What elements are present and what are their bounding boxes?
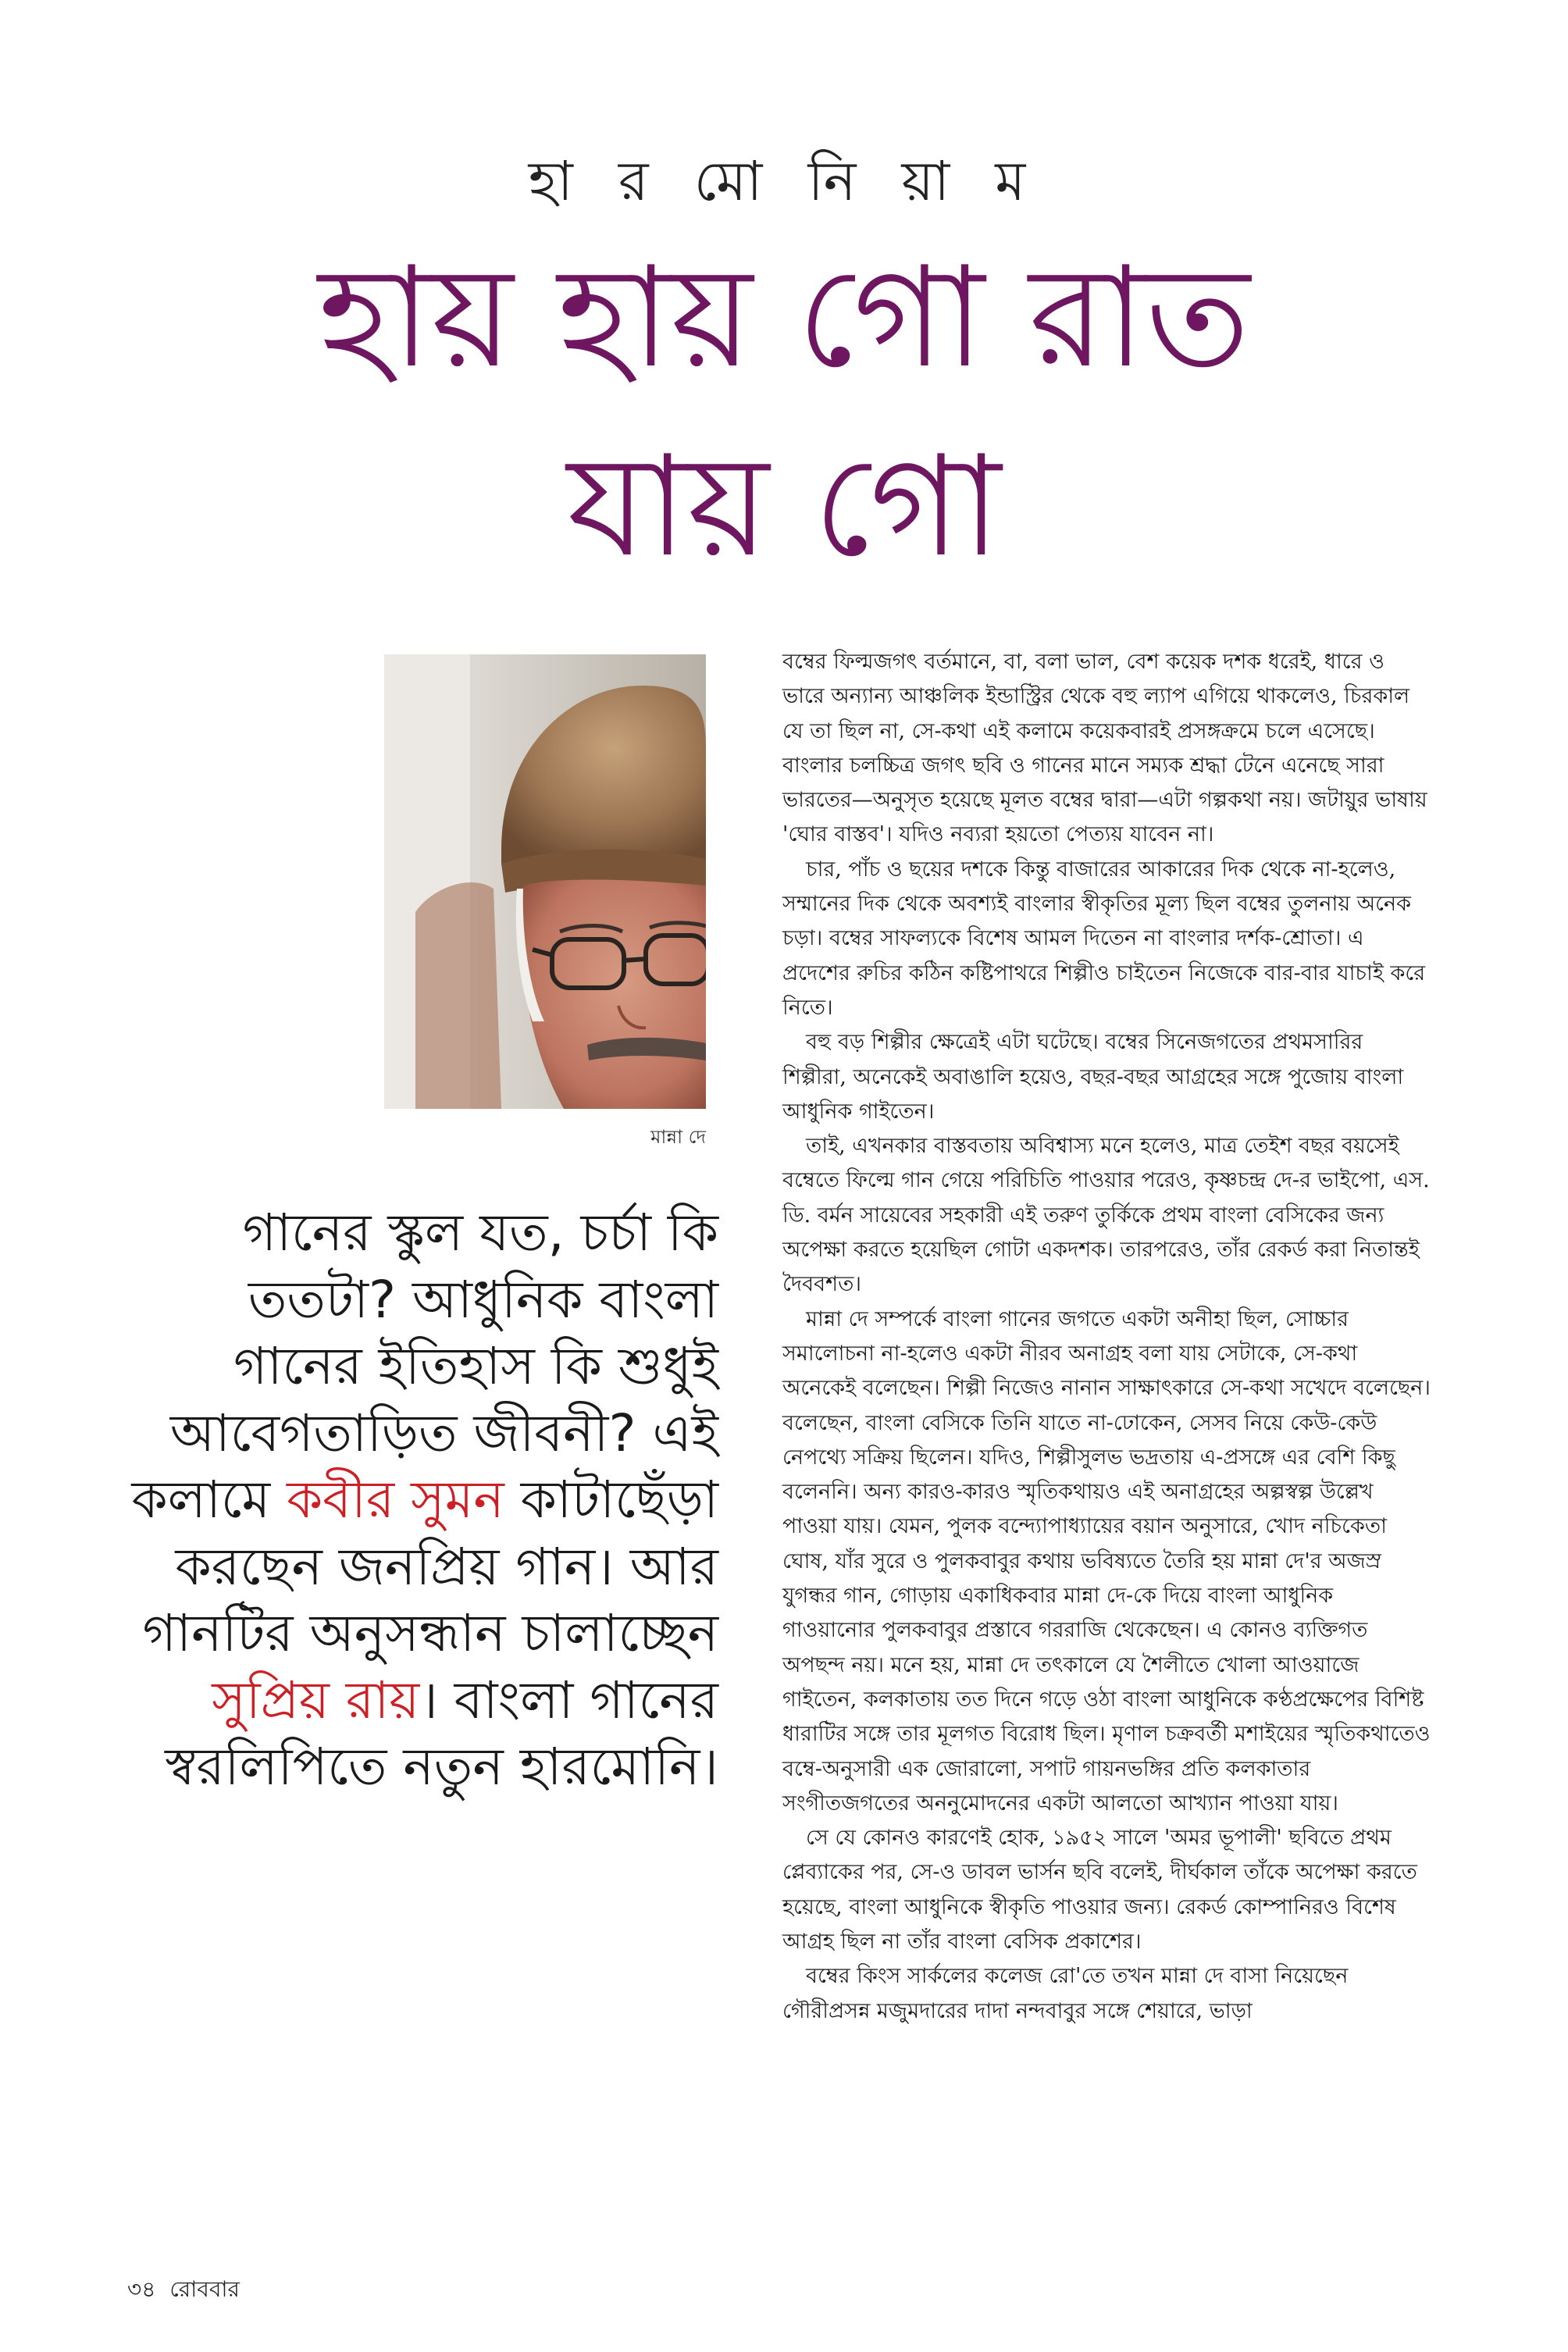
article-paragraph: বম্বের কিংস সার্কলের কলেজ রো'তে তখন মান্না দে বাসা নিয়েছেন গৌরীপ্রসন্ন মজুমদারের দাদা নন্দবাবুর সঙ্গে শেয়ারে, ভাড়া bbox=[782, 1964, 1349, 2023]
photo-caption: মান্না দে bbox=[650, 1126, 706, 1148]
article-paragraph: সে যে কোনও কারণেই হোক, ১৯৫২ সালে 'অমর ভূপালী' ছবিতে প্রথম প্লেব্যাকের পর, সে-ও ডাবল ভার্সন ছবি বলেই, দীর্ঘকাল তাঁকে অপেক্ষা করতে হয়েছে, বাংলা আধুনিকে স্বীকৃতি পাওয়ার জন্য। রেকর্ড কোম্পানিরও বিশেষ আগ্রহ ছিল না তাঁর বাংলা বেসিক প্রকাশের। bbox=[782, 1826, 1417, 1954]
article-paragraph: মান্না দে সম্পর্কে বাংলা গানের জগতে একটা অনীহা ছিল, সোচ্চার সমালোচনা না-হলেও একটা নীরব অনাগ্রহ বলা যায় সেটাকে, সে-কথা অনেকেই বলেছেন। শিল্পী নিজেও নানান সাক্ষাৎকারে সে-কথা সখেদে বলেছেন। বলেছেন, বাংলা বেসিকে তিনি যাতে না-ঢোকেন, সেসব নিয়ে কেউ-কেউ নেপথ্যে সক্রিয় ছিলেন। যদিও, শিল্পীসুলভ ভদ্রতায় এ-প্রসঙ্গে এর বেশি কিছু বলেননি। অন্য কারও-কারও স্মৃতিকথায়ও এই অনাগ্রহের অল্পস্বল্প উল্লেখ পাওয়া যায়। যেমন, পুলক বন্দ্যোপাধ্যায়ের বয়ান অনুসারে, খোদ নচিকেতা ঘোষ, যাঁর সুরে ও পুলকবাবুর কথায় ভবিষ্যতে তৈরি হয় মান্না দে'র অজস্র যুগন্ধর গান, গোড়ায় একাধিকবার মান্না দে-কে দিয়ে বাংলা আধুনিক গাওয়ানোর পুলকবাবুর প্রস্তাবে গররাজি থেকেছেন। এ কোনও ব্যক্তিগত অপছন্দ নয়। মনে হয়, মান্না দে তৎকালে যে শৈলীতে খোলা আওয়াজে গাইতেন, কলকাতায় তত দিনে গড়ে ওঠা বাংলা আধুনিকে কণ্ঠপ্রক্ষেপের বিশিষ্ট ধারাটির সঙ্গে তার মূলগত বিরোধ ছিল। মৃণাল চক্রবর্তী মশাইয়ের স্মৃতিকথাতেও বম্বে-অনুসারী এক জোরালো, সপাট গায়নভঙ্গির প্রতি কলকাতার সংগীতজগতের অননুমোদনের একটা আলতো আখ্যান পাওয়া যায়। bbox=[782, 1306, 1431, 1816]
article-body bbox=[782, 645, 1431, 2029]
pull-quote bbox=[109, 1199, 718, 1801]
magazine-name: রোববার bbox=[169, 2276, 240, 2302]
page-number: ৩৪ bbox=[127, 2276, 156, 2302]
headline-line-2: যায় গো bbox=[566, 426, 1002, 587]
article-paragraph: বম্বের ফিল্মজগৎ বর্তমানে, বা, বলা ভাল, বেশ কয়েক দশক ধরেই, ধারে ও ভারে অন্যান্য আঞ্চলিক ইন্ডাস্ট্রির থেকে বহু ল্যাপ এগিয়ে থাকলেও, চিরকাল যে তা ছিল না, সে-কথা এই কলামে কয়েকবারই প্রসঙ্গক্রমে চলে এসেছে। বাংলার চলচ্চিত্র জগৎ ছবি ও গানের মানে সম্যক শ্রদ্ধা টেনে এনেছে সারা ভারতের—অনুসৃত হয়েছে মূলত বম্বের দ্বারা—এটা গল্পকথা নয়। জটায়ুর ভাষায় 'ঘোর বাস্তব'। যদিও নব্যরা হয়তো পেত্যয় যাবেন না। bbox=[782, 650, 1427, 847]
headline-line-1: হায় হায় গো রাত bbox=[318, 237, 1250, 398]
section-label: হা র মো নি য়া ম bbox=[528, 149, 1040, 213]
page-footer bbox=[127, 2272, 240, 2309]
pull-quote-text-3: । বাংলা গানের স্বরলিপিতে নতুন হারমোনি। bbox=[165, 1670, 718, 1797]
researcher-name: সুপ্রিয় রায় bbox=[212, 1670, 420, 1730]
portrait-photo bbox=[384, 654, 706, 1109]
pull-quote-text-1: গানের স্কুল যত, চর্চা কি ততটা? আধুনিক বাংলা গানের ইতিহাস কি শুধুই আবেগতাড়িত জীবনী? এই কলামে bbox=[131, 1203, 718, 1530]
article-paragraph: চার, পাঁচ ও ছয়ের দশকে কিন্তু বাজারের আকারের দিক থেকে না-হলেও, সম্মানের দিক থেকে অবশ্যই বাংলার স্বীকৃতির মূল্য ছিল বম্বের তুলনায় অনেক চড়া। বম্বের সাফল্যকে বিশেষ আমল দিতেন না বাংলার দর্শক-শ্রোতা। এ প্রদেশের রুচির কঠিন কষ্টিপাথরে শিল্পীও চাইতেন নিজেকে বার-বার যাচাই করে নিতে। bbox=[782, 857, 1426, 1020]
article-paragraph: বহু বড় শিল্পীর ক্ষেত্রেই এটা ঘটেছে। বম্বের সিনেজগতের প্রথমসারির শিল্পীরা, অনেকেই অবাঙালি হয়েও, বছর-বছর আগ্রহের সঙ্গে পুজোয় বাংলা আধুনিক গাইতেন। bbox=[782, 1030, 1404, 1124]
article-paragraph: তাই, এখনকার বাস্তবতায় অবিশ্বাস্য মনে হলেও, মাত্র তেইশ বছর বয়সেই বম্বেতে ফিল্মে গান গেয়ে পরিচিতি পাওয়ার পরেও, কৃষ্ণচন্দ্র দে-র ভাইপো, এস. ডি. বর্মন সায়েবের সহকারী এই তরুণ তুর্কিকে প্রথম বাংলা বেসিকের জন্য অপেক্ষা করতে হয়েছিল গোটা একদশক। তারপরেও, তাঁর রেকর্ড করা নিতান্তই দৈববশত। bbox=[782, 1134, 1430, 1297]
pull-quote-text-2: কাটাছেঁড়া করছেন জনপ্রিয় গান। আর গানটির অনুসন্ধান চালাচ্ছেন bbox=[142, 1470, 718, 1663]
author-name: কবীর সুমন bbox=[287, 1470, 504, 1530]
